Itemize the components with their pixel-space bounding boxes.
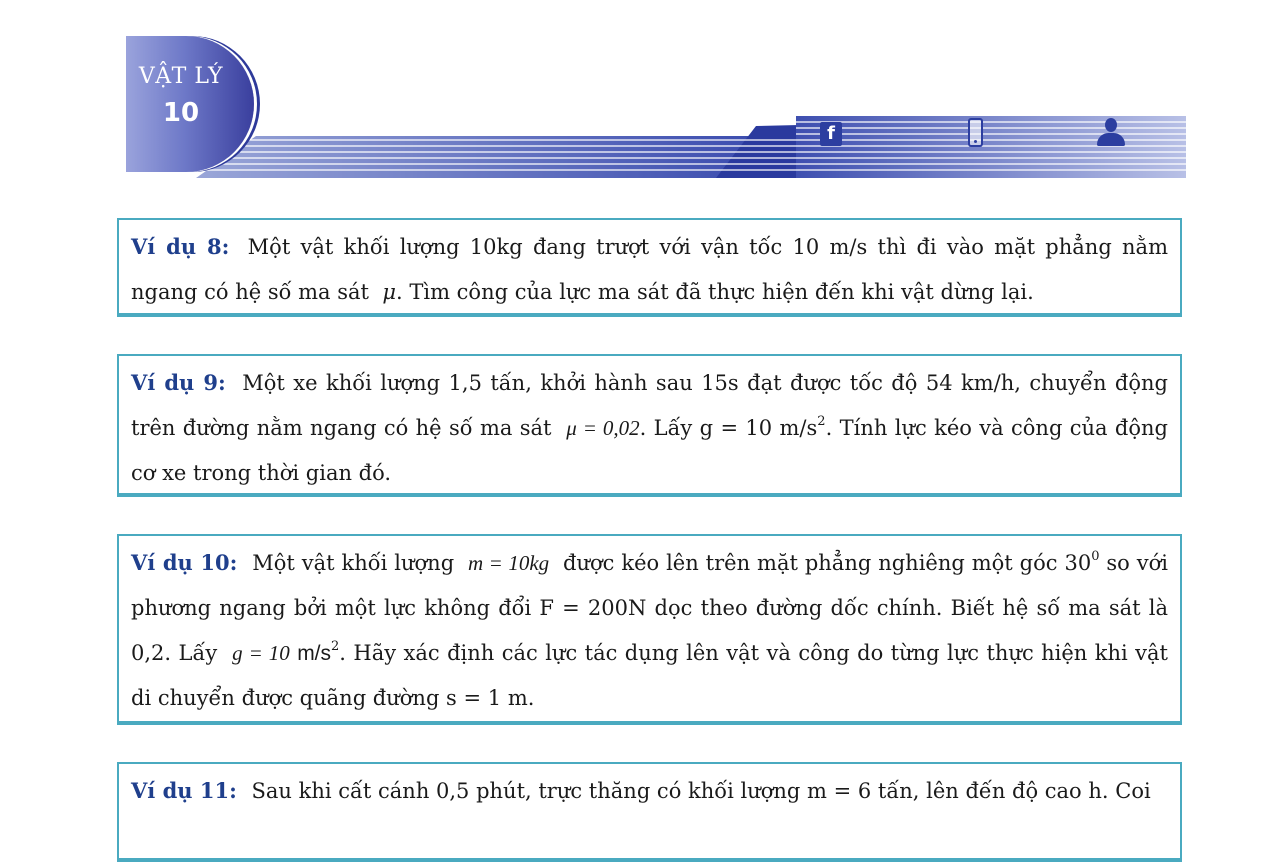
example-10-box: [117, 534, 1182, 725]
formula-mass: m = 10kg: [468, 551, 550, 575]
example-text: so với phương ngang bởi một lực không đổi F = 200N dọc theo đường dốc chính. Biết hệ số ma sát là 0,2. Lấy: [131, 551, 1168, 665]
example-label: Ví dụ 11:: [131, 778, 237, 803]
formula-gravity: g = 10: [232, 641, 290, 665]
example-text: Một xe khối lượng 1,5 tấn, khởi hành sau 15s đạt được tốc độ 54 km/h, chuyển động trên đường nằm ngang có hệ số ma sát: [131, 371, 1168, 440]
example-text: được kéo lên trên mặt phẳng nghiêng một góc 30: [563, 551, 1092, 575]
phone-icon[interactable]: [968, 118, 983, 147]
example-label: Ví dụ 10:: [131, 550, 238, 575]
example-text: Một vật khối lượng 10kg đang trượt với vận tốc 10 m/s thì đi vào mặt phẳng nằm ngang có hệ số ma sát: [131, 235, 1168, 304]
example-text: Một vật khối lượng: [252, 551, 455, 575]
example-text: . Tìm công của lực ma sát đã thực hiện đến khi vật dừng lại.: [396, 280, 1034, 304]
example-text: Sau khi cất cánh 0,5 phút, trực thăng có khối lượng m = 6 tấn, lên đến độ cao h. Coi: [251, 779, 1151, 803]
example-text: . Lấy g = 10 m/s: [639, 416, 818, 440]
badge-number: 10: [162, 98, 200, 128]
superscript: 2: [817, 414, 826, 429]
example-text: . Tính lực kéo và công của động cơ xe trong thời gian đó.: [131, 416, 1168, 485]
example-text: . Hãy xác định các lực tác dụng lên vật và công do từng lực thực hiện khi vật di chuyển được quãng đường s = 1 m.: [131, 641, 1168, 710]
example-8-box: [117, 218, 1182, 317]
page-header: [0, 0, 1275, 190]
superscript: 0: [1091, 549, 1100, 564]
user-icon-body: [1097, 133, 1125, 146]
example-11-box: [117, 762, 1182, 862]
example-label: Ví dụ 9:: [131, 370, 226, 395]
superscript: 2: [331, 639, 340, 654]
badge-title: VẬT LÝ: [138, 64, 224, 89]
formula-mu: μ: [382, 280, 396, 304]
unit-gravity: m/s: [297, 642, 332, 665]
facebook-icon[interactable]: f: [820, 122, 842, 146]
example-label: Ví dụ 8:: [131, 234, 230, 259]
formula-friction: μ = 0,02: [566, 416, 640, 440]
example-9-box: [117, 354, 1182, 497]
header-stripes: [196, 116, 1186, 178]
user-icon[interactable]: [1096, 118, 1126, 148]
user-icon-head: [1105, 118, 1117, 132]
